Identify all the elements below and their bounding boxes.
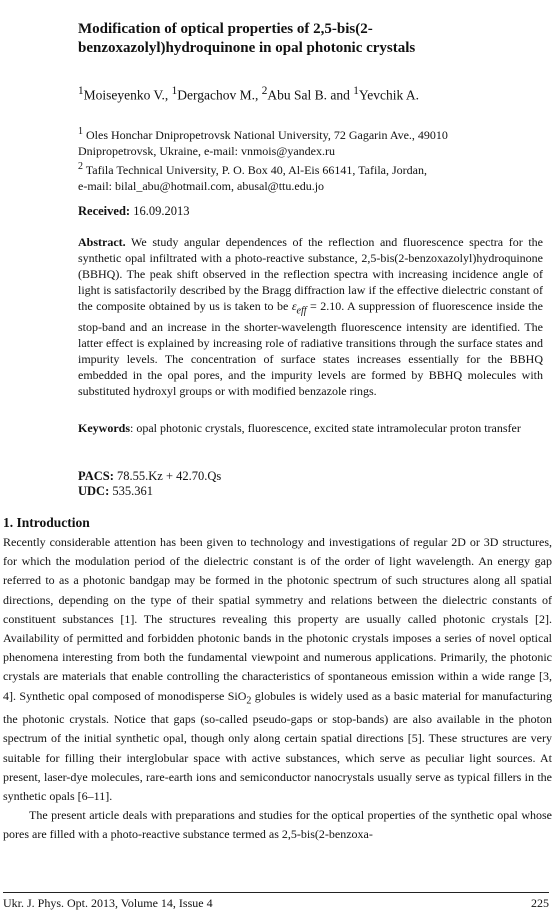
author-name: Dergachov M., xyxy=(177,87,262,103)
epsilon-subscript: eff xyxy=(296,305,307,317)
affiliation-text: Tafila Technical University, P. O. Box 40, Al-Eis 66141, Tafila, Jordan, xyxy=(83,163,427,177)
classification-codes xyxy=(78,469,538,499)
affiliation-1 xyxy=(78,124,538,159)
section-heading: 1. Introduction xyxy=(3,515,90,530)
abstract xyxy=(78,234,543,399)
introduction-body xyxy=(3,533,552,845)
journal-citation: Ukr. J. Phys. Opt. 2013, Volume 14, Issue 4 xyxy=(3,896,213,910)
affiliation-2 xyxy=(78,159,538,194)
received-date xyxy=(78,203,538,219)
udc-code xyxy=(78,484,538,499)
pacs-label: PACS: xyxy=(78,469,114,483)
received-label: Received: xyxy=(78,204,131,218)
paragraph xyxy=(3,533,552,806)
abstract-text: We study angular dependences of the reflection and fluorescence spectra for the synthetic opal infiltrated with a photo-reactive substance, 2,5-bis(2-benzoxazolyl)hydroquinone (BBHQ). The peak shift observed in the reflection spectra with increasing incidence angle of light is satisfactorily described by the Bragg diffraction law if the effective dielectric constant of the composite obtained by us is taken to be xyxy=(78,235,543,313)
page-footer xyxy=(3,892,549,909)
affiliation-mark: 2 xyxy=(78,161,83,172)
affiliation-text: Oles Honchar Dnipropetrovsk National University, 72 Gagarin Ave., 49010 xyxy=(83,128,448,142)
author-name: Yevchik A. xyxy=(358,87,420,103)
author-affiliation-mark: 2 xyxy=(261,85,268,97)
abstract-text-cont: = 2.10. A suppression of fluorescence inside the stop-band and an increase in the shorter-wavelength fluorescence intensity are identified. The latter effect is explained by increasing role of radiative transitions through the surface states and impurity levels. The concentration of surface states increases essentially for the BBHQ embedded in the opal pores, and the impurity levels are formed by BBHQ molecules with substituted hydroxyl groups or with modified benzazole rings. xyxy=(78,299,543,399)
author-affiliation-mark: 1 xyxy=(171,85,178,97)
paper-title: Modification of optical properties of 2,5-bis(2-benzoxazolyl)hydroquinone in opal photonic crystals xyxy=(78,21,416,56)
author-list xyxy=(78,82,538,105)
affiliation-mark: 1 xyxy=(78,126,83,137)
paragraph-text: globules is widely used as a basic material for manufacturing the photonic crystals. Notice that gaps (so-called pseudo-gaps or stop-bands) are also available in the photon spectrum of the initial synthetic opal, though only along certain spatial directions [5]. These structures are very suitable for filling their interglobular space with active substances, which serve as peculiar light sources. At present, laser-dye molecules, rare-earth ions and semiconductor nanocrystals usually serve as typical fillers in the synthetic opals [6–11]. xyxy=(3,688,553,804)
paragraph-text: Recently considerable attention has been given to technology and investigations of regular 2D or 3D structures, for which the modulation period of the dielectric constant is of the order of light wavelength. An energy gap referred to as a photonic bandgap may be formed in the photonic spectrum of such structures along all spatial directions, depending on the type of their spatial symmetry and relations between the dielectric constants of constituent substances [1]. The structures revealing this property are usually called photonic crystals [2]. Availability of permitted and forbidden photonic bands in the photonic crystals imposes a series of novel optical phenomena interesting from both the fundamental viewpoint and numerous applications. Primarily, the photonic crystals are materials that enable controlling the characteristics of spontaneous emission within a wide range [3, 4]. Synthetic opal composed of monodisperse SiO xyxy=(3,535,552,703)
author-affiliation-mark: 1 xyxy=(353,85,359,97)
epsilon-symbol: ε xyxy=(291,299,297,313)
keywords-label: Keywords xyxy=(78,421,130,435)
udc-value: 535.361 xyxy=(109,484,153,498)
author-name: Moiseyenko V., xyxy=(83,87,172,103)
keywords-text: : opal photonic crystals, fluorescence, excited state intramolecular proton transfer xyxy=(130,421,521,435)
affiliation-email: Dnipropetrovsk, Ukraine, e-mail: vnmois@yandex.ru xyxy=(78,143,335,158)
author-affiliation-mark: 1 xyxy=(78,85,84,97)
page-number: 225 xyxy=(531,896,549,910)
subscript: 2 xyxy=(246,695,252,707)
pacs-value: 78.55.Kz + 42.70.Qs xyxy=(113,469,222,483)
keywords xyxy=(78,420,543,436)
affiliations xyxy=(78,124,538,194)
udc-label: UDC: xyxy=(78,484,110,498)
affiliation-email: e-mail: bilal_abu@hotmail.com, abusal@ttu.edu.jo xyxy=(78,178,325,193)
abstract-label: Abstract. xyxy=(78,235,126,249)
received-value: 16.09.2013 xyxy=(130,204,190,218)
pacs-code xyxy=(78,469,538,484)
author-name: Abu Sal B. and xyxy=(267,87,354,103)
paragraph: The present article deals with preparations and studies for the optical properties of the synthetic opal whose pores are filled with a photo-reactive substance termed as 2,5-bis(2-benzoxa- xyxy=(3,808,552,842)
